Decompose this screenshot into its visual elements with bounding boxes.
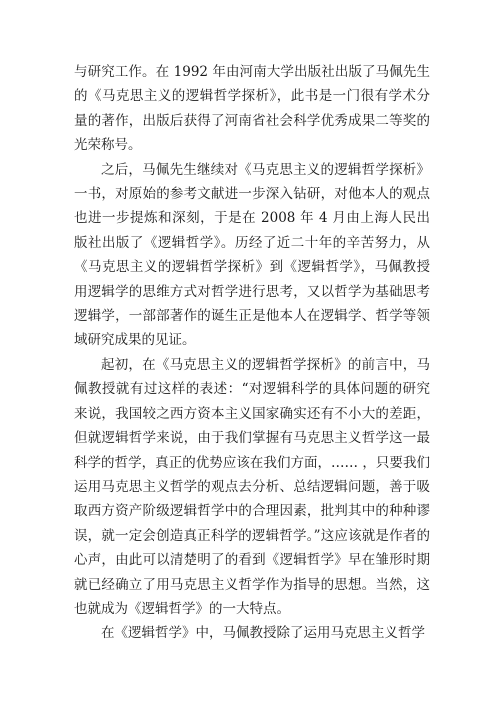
paragraph-beginning: 在《逻辑哲学》中，马佩教授除了运用马克思主义哲学 [101,625,425,642]
paragraph-preface-quote: 起初，在《马克思主义的逻辑哲学探析》的前言中，马佩教授就有过这样的表述：“对逻辑科学的具体问题的研究来说，我国较之西方资本主义国家确实还有不小大的差距，但就逻辑哲学来说，由于我们掌握有马克思主义哲学这一最科学的哲学，真正的优势应该在我们方面，…… ，只要我们运用马克思主义哲学的观点去分析、总结逻辑问题，善于吸取西方资产阶级逻辑哲学中的合理因素，批判其中的种种谬误，就一定会创造真正科学的逻辑哲学。”这应该就是作者的心声，由此可以清楚明了的看到《逻辑哲学》早在雏形时期就已经确立了用马克思主义哲学作为指导的思想。当然，这也就成为《逻辑哲学》的一大特点。 [74,356,430,617]
paragraph-continuation: 与研究工作。在 1992 年由河南大学出版社出版了马佩先生的《马克思主义的逻辑哲学探析》，此书是一门很有学术分量的著作，出版后获得了河南省社会科学优秀成果二等奖的光荣称号。 [74,64,430,154]
paragraph-later-work: 之后，马佩先生继续对《马克思主义的逻辑哲学探析》一书，对原始的参考文献进一步深入钻研，对他本人的观点也进一步提炼和深刻，于是在 2008 年 4 月由上海人民出版社出版了《逻辑哲学》。历经了近二十年的辛苦努力，从《马克思主义的逻辑哲学探析》到《逻辑哲学》，马佩教授用逻辑学的思维方式对哲学进行思考，又以哲学为基础思考逻辑学，一部部著作的诞生正是他本人在逻辑学、哲学等领域研究成果的见证。 [74,161,430,349]
document-body [74,60,430,646]
